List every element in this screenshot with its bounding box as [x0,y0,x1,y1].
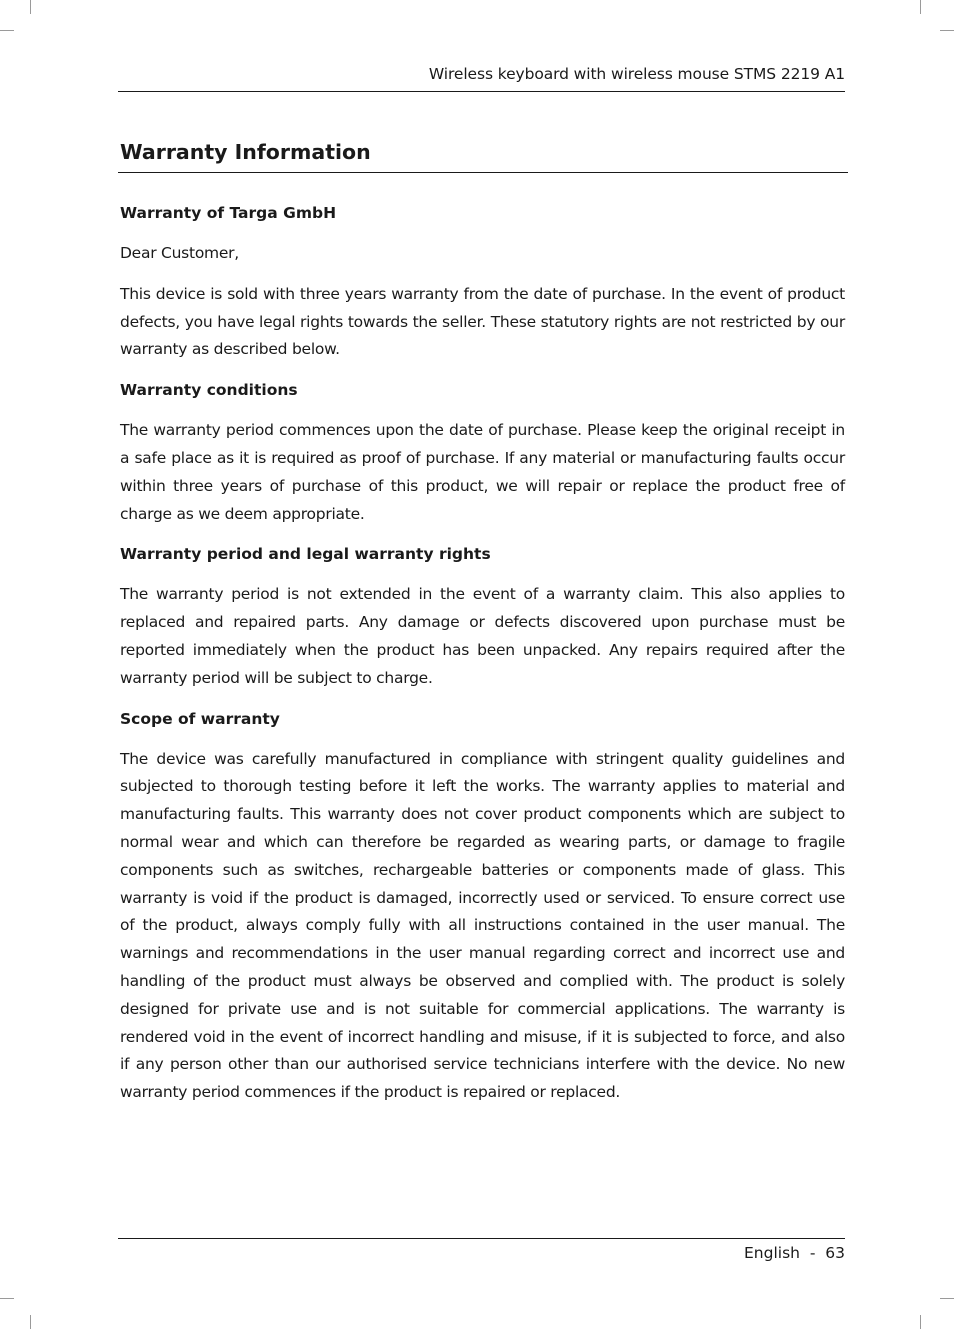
crop-mark-top-left [30,0,31,14]
section-heading: Scope of warranty [120,709,280,728]
page-content [120,200,845,1120]
crop-mark-bottom-left-h [0,1298,14,1299]
footer-rule [118,1238,845,1239]
running-header: Wireless keyboard with wireless mouse STMS 2219 A1 [428,65,845,83]
section-scope-of-warranty [120,706,845,1107]
page-footer: English - 63 [744,1244,845,1262]
crop-mark-bottom-left [30,1315,31,1329]
body-paragraph: The warranty period commences upon the date of purchase. Please keep the original receipt in a safe place as it is required as proof of purchase. If any material or manufacturing faults occur within three years of purchase of this product, we will repair or replace the product free of charge as we deem appropriate. [120,421,845,523]
page-title: Warranty Information [120,140,371,164]
section-heading: Warranty of Targa GmbH [120,204,337,222]
body-paragraph: The warranty period is not extended in the event of a warranty claim. This also applies to replaced and repaired parts. Any damage or defects discovered upon purchase must be reported immediately when the product has been unpacked. Any repairs required after the warranty period will be subject to charge. [120,585,845,687]
crop-mark-bottom-right-h [940,1298,954,1299]
body-paragraph: The device was carefully manufactured in compliance with stringent quality guidelines and subjected to thorough testing before it left the works. The warranty applies to material and manufacturing faults. This warranty does not cover product components which are subject to normal wear and which can therefore be regarded as wearing parts, or damage to fragile components such as switches, rechargeable batteries or components made of glass. This warranty is void if the product is damaged, incorrectly used or serviced. To ensure correct use of the product, always comply fully with all instructions contained in the user manual. The warnings and recommendations in the user manual regarding correct and incorrect use and handling of the product must always be observed and complied with. The product is solely designed for private use and is not suitable for commercial applications. The warranty is rendered void in the event of incorrect handling and misuse, if it is subjected to force, and also if any person other than our authorised service technicians interfere with the device. No new warranty period commences if the product is repaired or replaced. [120,749,845,1102]
header-rule [118,91,845,92]
section-heading: Warranty conditions [120,381,298,400]
crop-mark-top-right-h [940,30,954,31]
salutation: Dear Customer, [120,244,239,262]
section-warranty-of-targa [120,200,845,364]
crop-mark-top-right [920,0,921,14]
section-warranty-period [120,541,845,692]
crop-mark-bottom-right [920,1315,921,1329]
section-warranty-conditions [120,377,845,528]
section-heading: Warranty period and legal warranty rights [120,545,491,564]
crop-mark-top-left-h [0,30,14,31]
body-paragraph: This device is sold with three years warranty from the date of purchase. In the event of product defects, you have legal rights towards the seller. These statutory rights are not restricted by our warranty as described below. [120,284,845,359]
title-rule [118,172,848,173]
